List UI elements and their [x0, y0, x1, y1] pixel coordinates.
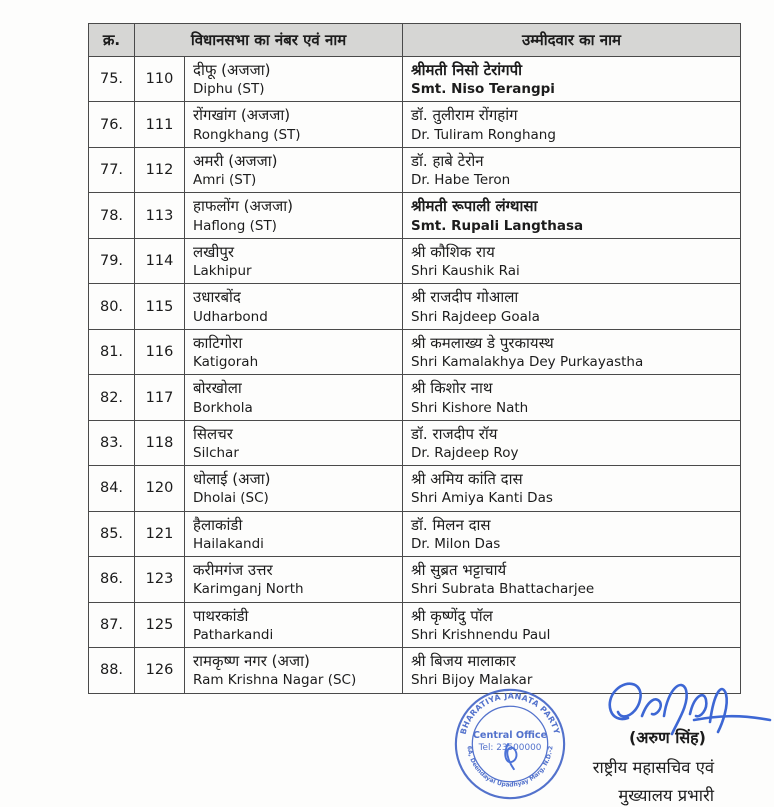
serial-cell: 78. [89, 193, 135, 238]
candidate-name-cell [403, 284, 741, 329]
candidate-name-hindi: श्रीमती निसो टेरांगपी [411, 61, 523, 79]
svg-text:BHARATIYA JANATA PARTY [459, 691, 562, 735]
serial-cell: 79. [89, 238, 135, 283]
constituency-name-english: Silchar [193, 445, 239, 461]
table-row [89, 466, 741, 511]
candidate-name-hindi: डॉ. तुलीराम रोंगहांग [411, 106, 518, 125]
constituency-number-cell: 117 [135, 375, 185, 420]
constituency-number-cell: 116 [135, 329, 185, 374]
candidate-name-cell [403, 602, 741, 647]
constituency-number-cell: 113 [135, 193, 185, 238]
constituency-name-english: Dholai (SC) [193, 490, 269, 507]
constituency-name-hindi: दीफू (अजजा) [193, 61, 271, 79]
candidate-name-english: Shri Kaushik Rai [411, 263, 520, 280]
serial-cell: 85. [89, 511, 135, 556]
candidate-name-english: Shri Kishore Nath [411, 399, 529, 416]
signatory-name: (अरुण सिंह) [628, 728, 706, 747]
constituency-name-english: Katigorah [193, 354, 259, 371]
candidate-name-english: Dr. Milon Das [411, 535, 501, 552]
table-row [89, 102, 741, 147]
constituency-name-cell [185, 284, 403, 329]
candidate-name-cell [403, 557, 741, 602]
constituency-number-cell: 115 [135, 284, 185, 329]
candidate-name-cell [403, 329, 741, 374]
candidate-name-english: Shri Kamalakhya Dey Purkayastha [411, 354, 644, 371]
candidate-name-cell [403, 420, 741, 465]
table-row [89, 193, 741, 238]
constituency-name-hindi: हैलाकांडी [193, 515, 243, 534]
candidate-name-english: Shri Rajdeep Goala [411, 308, 540, 325]
constituency-name-cell [185, 375, 403, 420]
candidate-name-english: Shri Krishnendu Paul [411, 626, 551, 643]
constituency-name-hindi: धोलाई (अजा) [193, 470, 271, 489]
constituency-name-hindi: रोंगखांग (अजजा) [193, 106, 291, 125]
table-row [89, 511, 741, 556]
candidate-name-hindi: श्री सुब्रत भट्टाचार्य [411, 561, 507, 580]
candidate-name-cell [403, 102, 741, 147]
constituency-name-cell [185, 102, 403, 147]
constituency-name-hindi: उधारबोंद [193, 288, 241, 307]
candidate-name-hindi: श्री कृष्णेंदु पॉल [411, 606, 493, 625]
candidate-name-cell [403, 147, 741, 192]
candidate-name-hindi: श्री बिजय मालाकार [411, 652, 516, 671]
table-row [89, 238, 741, 283]
candidate-name-english: Shri Bijoy Malakar [411, 672, 533, 689]
constituency-name-cell [185, 147, 403, 192]
party-office-stamp [452, 686, 568, 802]
table-row [89, 329, 741, 374]
constituency-name-english: Borkhola [193, 399, 253, 416]
candidate-name-cell [403, 193, 741, 238]
constituency-name-english: Patharkandi [193, 626, 274, 643]
constituency-name-cell [185, 648, 403, 693]
constituency-name-english: Diphu (ST) [193, 81, 265, 98]
constituency-name-hindi: अमरी (अजजा) [193, 151, 278, 170]
stamp-ring-top-text: BHARATIYA JANATA PARTY [458, 691, 562, 736]
table-row [89, 375, 741, 420]
candidate-name-hindi: डॉ. मिलन दास [411, 515, 491, 534]
table-row [89, 57, 741, 102]
constituency-name-cell [185, 193, 403, 238]
candidate-name-hindi: श्री कमलाख्य डे पुरकायस्थ [411, 333, 554, 352]
candidate-name-english: Dr. Tuliram Ronghang [411, 126, 556, 143]
constituency-number-cell: 123 [135, 557, 185, 602]
signatory-designation-line2: मुख्यालय प्रभारी [618, 786, 714, 806]
candidate-name-hindi: श्रीमती रूपाली लंग्थासा [411, 197, 538, 216]
constituency-name-cell [185, 511, 403, 556]
candidate-name-cell [403, 375, 741, 420]
constituency-name-english: Amri (ST) [193, 172, 257, 189]
table-row [89, 147, 741, 192]
constituency-name-hindi: बोरखोला [193, 379, 242, 398]
candidate-name-english: Shri Amiya Kanti Das [411, 490, 553, 507]
constituency-number-cell: 111 [135, 102, 185, 147]
constituency-name-hindi: करीमगंज उत्तर [193, 561, 273, 580]
candidate-table [88, 23, 741, 694]
signatory-designation-line1: राष्ट्रीय महासचिव एवं [592, 758, 714, 777]
constituency-name-hindi: काटिगोरा [193, 333, 243, 352]
constituency-name-english: Lakhipur [193, 263, 252, 280]
candidate-name-english: Dr. Rajdeep Roy [411, 445, 519, 461]
candidate-name-english: Dr. Habe Teron [411, 172, 511, 189]
table-row [89, 284, 741, 329]
serial-cell: 80. [89, 284, 135, 329]
table-row [89, 557, 741, 602]
col-header-serial: क्र. [89, 24, 135, 57]
constituency-name-cell [185, 329, 403, 374]
candidate-name-cell [403, 57, 741, 102]
serial-cell: 86. [89, 557, 135, 602]
constituency-number-cell: 118 [135, 420, 185, 465]
table-row [89, 602, 741, 647]
stamp-ring-bottom-text: 6A, Deendayal Upadhyay Marg, N.D.-2 [465, 745, 555, 789]
constituency-name-hindi: पाथरकांडी [193, 606, 249, 625]
table-row [89, 420, 741, 465]
table-header-row [89, 24, 741, 57]
col-header-candidate: उम्मीदवार का नाम [403, 24, 741, 57]
serial-cell: 75. [89, 57, 135, 102]
stamp-center-line1: Central Office [472, 730, 548, 742]
serial-cell: 76. [89, 102, 135, 147]
constituency-name-cell [185, 602, 403, 647]
constituency-number-cell: 126 [135, 648, 185, 693]
constituency-name-cell [185, 557, 403, 602]
constituency-name-english: Rongkhang (ST) [193, 126, 301, 143]
candidate-name-hindi: श्री कौशिक राय [411, 242, 495, 261]
constituency-number-cell: 125 [135, 602, 185, 647]
constituency-name-english: Ram Krishna Nagar (SC) [193, 672, 357, 689]
constituency-name-cell [185, 57, 403, 102]
constituency-name-cell [185, 238, 403, 283]
constituency-name-english: Karimganj North [193, 581, 304, 598]
constituency-number-cell: 110 [135, 57, 185, 102]
candidate-name-cell [403, 238, 741, 283]
constituency-number-cell: 114 [135, 238, 185, 283]
candidate-name-english: Shri Subrata Bhattacharjee [411, 581, 595, 598]
serial-cell: 84. [89, 466, 135, 511]
constituency-number-cell: 120 [135, 466, 185, 511]
constituency-name-hindi: सिलचर [193, 424, 233, 443]
candidate-name-cell [403, 466, 741, 511]
serial-cell: 77. [89, 147, 135, 192]
signatory-block [593, 726, 714, 807]
col-header-constituency: विधानसभा का नंबर एवं नाम [135, 24, 403, 57]
constituency-name-cell [185, 466, 403, 511]
serial-cell: 87. [89, 602, 135, 647]
serial-cell: 83. [89, 420, 135, 465]
candidate-name-english: Smt. Rupali Langthasa [411, 217, 584, 234]
serial-cell: 82. [89, 375, 135, 420]
candidate-name-hindi: डॉ. राजदीप रॉय [411, 424, 498, 443]
constituency-name-cell [185, 420, 403, 465]
candidate-name-cell [403, 511, 741, 556]
constituency-name-english: Haflong (ST) [193, 217, 277, 234]
constituency-name-hindi: हाफलोंग (अजजा) [193, 197, 293, 216]
serial-cell: 81. [89, 329, 135, 374]
constituency-name-hindi: रामकृष्ण नगर (अजा) [193, 652, 310, 671]
constituency-name-english: Udharbond [193, 308, 268, 325]
constituency-number-cell: 121 [135, 511, 185, 556]
constituency-name-english: Hailakandi [193, 535, 264, 552]
serial-cell: 88. [89, 648, 135, 693]
constituency-name-hindi: लखीपुर [193, 242, 234, 261]
candidate-name-hindi: श्री राजदीप गोआला [411, 288, 519, 307]
candidate-name-hindi: श्री अमिय कांति दास [411, 470, 523, 489]
constituency-number-cell: 112 [135, 147, 185, 192]
candidate-name-english: Smt. Niso Terangpi [411, 81, 555, 98]
candidate-name-hindi: श्री किशोर नाथ [411, 379, 493, 398]
candidate-name-hindi: डॉ. हाबे टेरोन [411, 151, 484, 170]
stamp-center-line2: Tel: 23500000 [478, 742, 542, 753]
